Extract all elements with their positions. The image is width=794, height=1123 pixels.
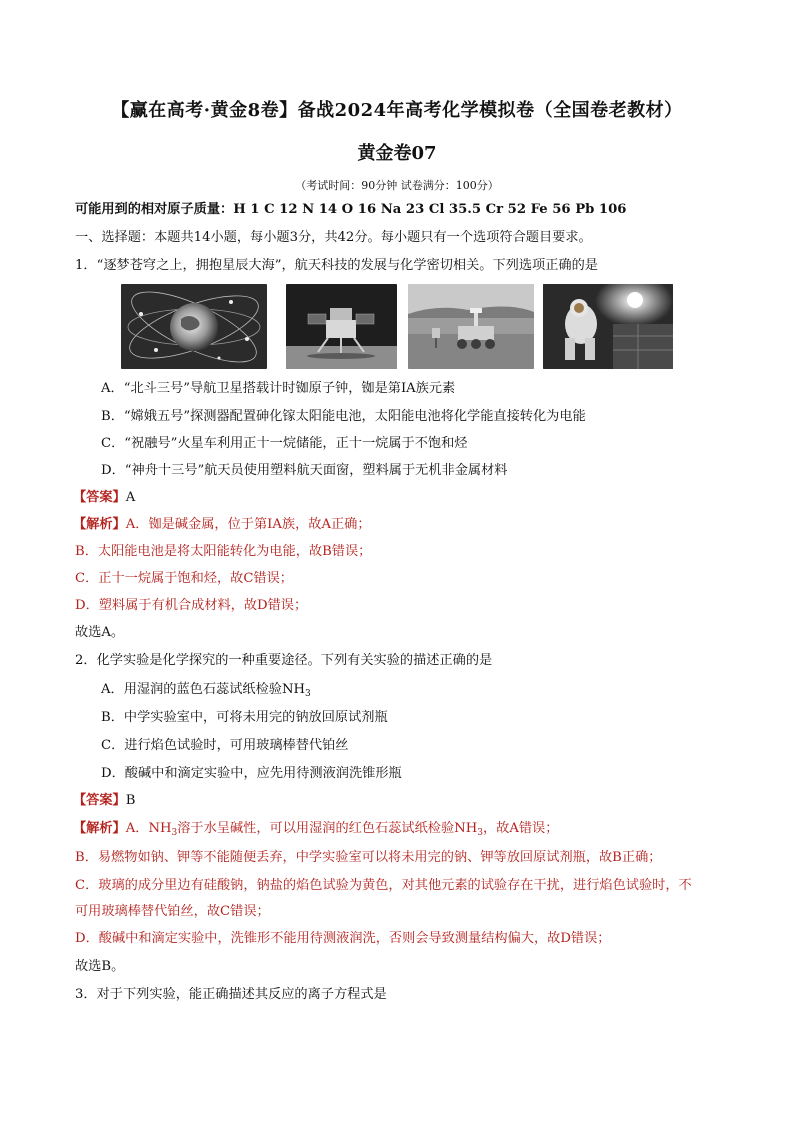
q1-answer [73, 491, 135, 504]
q1-analysis-b: B．太阳能电池是将太阳能转化为电能，故B错误； [75, 544, 372, 559]
answer-value: B [125, 793, 136, 808]
analysis-tag: 【解析】 [73, 517, 126, 532]
subscript: 3 [305, 689, 311, 699]
q1-stem: 1．“逐梦苍穹之上，拥抱星辰大海”，航天科技的发展与化学密切相关。下列选项正确的是 [75, 258, 598, 273]
option-text: A．用湿润的蓝色石蕊试纸检验NH [101, 682, 305, 697]
mars-rover-image [408, 284, 534, 369]
analysis-text: 溶于水呈碱性，可以用湿润的红色石蕊试纸检验NH [177, 821, 478, 836]
q1-analysis-a [73, 518, 371, 531]
astronaut-spacewalk-image [543, 284, 673, 369]
q2-conclusion: 故选B。 [75, 959, 125, 974]
q2-analysis-c1: C．玻璃的成分里边有硅酸钠，钠盐的焰色试验为黄色，对其他元素的试验存在干扰，进行焰色试验时，不 [75, 878, 692, 893]
analysis-text: ，故A错误； [482, 821, 559, 836]
analysis-tag: 【解析】 [73, 821, 126, 836]
analysis-text: A．NH [125, 821, 172, 836]
page-subtitle: 黄金卷07 [357, 143, 437, 164]
q1-option-c: C．“祝融号”火星车利用正十一烷储能，正十一烷属于不饱和烃 [101, 436, 468, 451]
atomic-masses: 可能用到的相对原子质量：H 1 C 12 N 14 O 16 Na 23 Cl 35.5 Cr 52 Fe 56 Pb 106 [75, 202, 627, 217]
q1-option-d: D．“神舟十三号”航天员使用塑料航天面窗，塑料属于无机非金属材料 [101, 463, 508, 478]
exam-info: （考试时间：90分钟 试卷满分：100分） [295, 179, 499, 192]
q2-option-a [101, 682, 311, 699]
q1-analysis-d: D．塑料属于有机合成材料，故D错误； [75, 598, 308, 613]
answer-tag: 【答案】 [73, 490, 126, 505]
answer-tag: 【答案】 [73, 793, 126, 808]
q1-option-a: A．“北斗三号”导航卫星搭载计时铷原子钟，铷是第ⅠA族元素 [101, 381, 456, 396]
lunar-lander-image [286, 284, 397, 369]
subscript: 3 [477, 828, 483, 838]
answer-value: A [125, 490, 136, 505]
q2-option-b: B．中学实验室中，可将未用完的钠放回原试剂瓶 [101, 710, 388, 725]
q1-analysis-c: C．正十一烷属于饱和烃，故C错误； [75, 571, 293, 586]
q2-stem: 2．化学实验是化学探究的一种重要途径。下列有关实验的描述正确的是 [75, 653, 493, 668]
q1-conclusion: 故选A。 [75, 625, 125, 640]
q2-option-d: D．酸碱中和滴定实验中，应先用待测液润洗锥形瓶 [101, 766, 402, 781]
q3-stem: 3．对于下列实验，能正确描述其反应的离子方程式是 [75, 987, 387, 1002]
page-title: 【赢在高考·黄金8卷】备战2024年高考化学模拟卷（全国卷老教材） [111, 100, 683, 121]
section-heading: 一、选择题：本题共14小题，每小题3分，共42分。每小题只有一个选项符合题目要求。 [75, 230, 592, 245]
q2-analysis-c2: 可用玻璃棒替代铂丝，故C错误； [75, 904, 270, 919]
analysis-text: A．铷是碱金属，位于第ⅠA族，故A正确； [125, 517, 371, 532]
q1-option-b: B．“嫦娥五号”探测器配置砷化镓太阳能电池，太阳能电池将化学能直接转化为电能 [101, 409, 586, 424]
q2-analysis-d: D．酸碱中和滴定实验中，洗锥形不能用待测液润洗，否则会导致测量结构偏大，故D错误； [75, 931, 611, 946]
subscript: 3 [171, 828, 178, 838]
q2-answer [73, 794, 135, 807]
q2-option-c: C．进行焰色试验时，可用玻璃棒替代铂丝 [101, 738, 349, 753]
satellite-orbit-earth-image [121, 284, 267, 369]
q2-analysis-a [73, 821, 559, 838]
q2-analysis-b: B．易燃物如钠、钾等不能随便丢弃，中学实验室可以将未用完的钠、钾等放回原试剂瓶，故B正确； [75, 850, 662, 865]
